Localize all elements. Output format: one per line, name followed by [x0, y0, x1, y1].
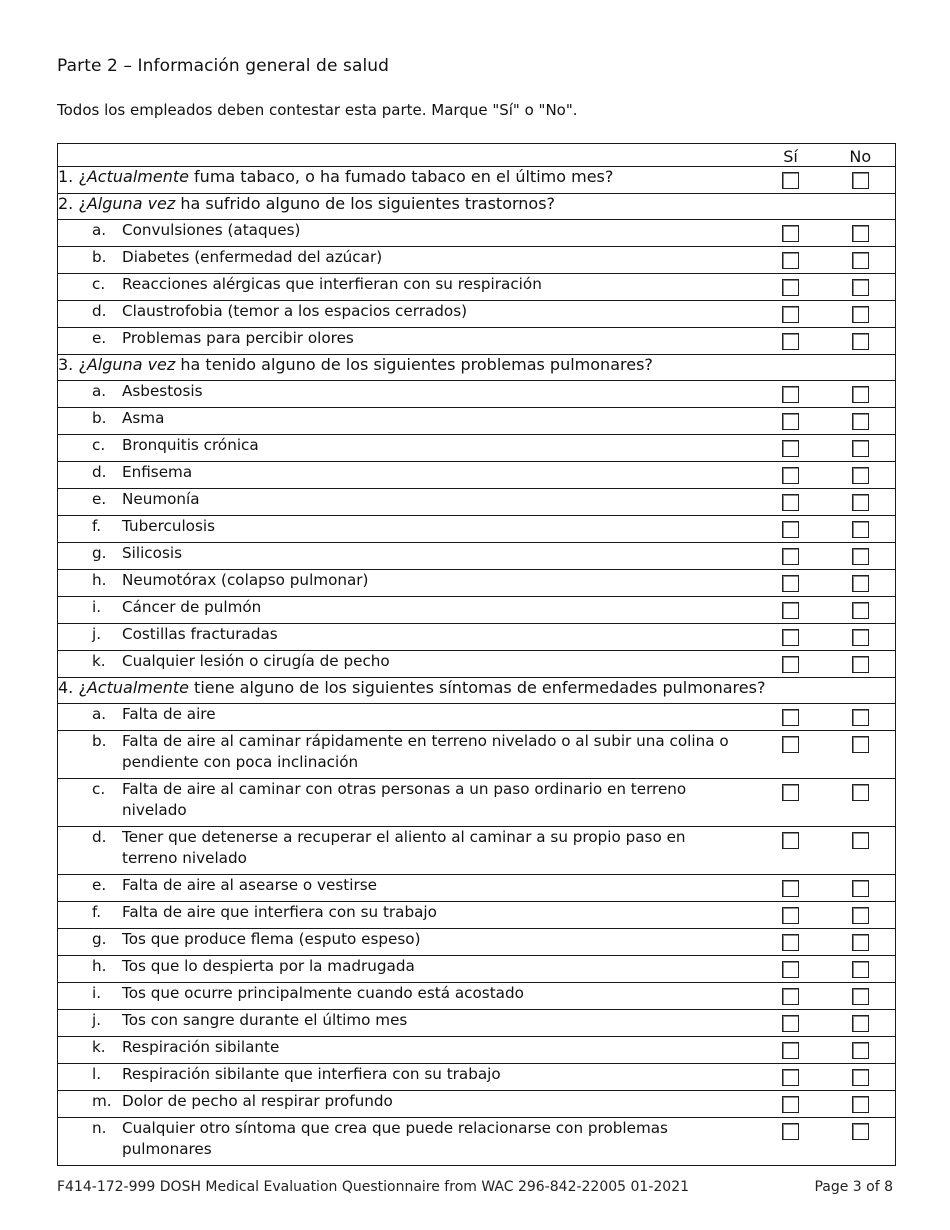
- yes-checkbox-cell: [756, 624, 826, 651]
- question-number: 2.: [58, 194, 74, 213]
- no-checkbox-cell: [826, 167, 896, 194]
- question-rest: ha sufrido alguno de los siguientes trastornos?: [175, 194, 556, 213]
- sub-question-text: Cáncer de pulmón: [122, 598, 262, 616]
- yes-checkbox[interactable]: [782, 1042, 799, 1059]
- no-checkbox-cell: [826, 902, 896, 929]
- sub-question-row: [58, 570, 896, 597]
- yes-checkbox[interactable]: [782, 494, 799, 511]
- no-checkbox-cell: [826, 1064, 896, 1091]
- sub-question-letter: b.: [92, 248, 107, 266]
- yes-checkbox[interactable]: [782, 656, 799, 673]
- no-checkbox-cell: [826, 570, 896, 597]
- sub-question-row: [58, 462, 896, 489]
- question-column-header: [58, 144, 756, 167]
- sub-question-letter: l.: [92, 1065, 102, 1083]
- sub-question-text: Neumonía: [122, 490, 200, 508]
- yes-checkbox-cell: [756, 462, 826, 489]
- question-prefix: ¿: [78, 355, 87, 374]
- page-number: Page 3 of 8: [814, 1179, 893, 1195]
- sub-question-row: [58, 875, 896, 902]
- yes-checkbox-cell: [756, 328, 826, 355]
- sub-question-cell: [58, 462, 756, 489]
- sub-question-text: Enfisema: [122, 463, 193, 481]
- sub-question-cell: [58, 247, 756, 274]
- question-text: [58, 194, 896, 220]
- yes-checkbox[interactable]: [782, 988, 799, 1005]
- question-number: 4.: [58, 678, 74, 697]
- no-checkbox[interactable]: [852, 494, 869, 511]
- question-emphasis: Actualmente: [86, 678, 189, 697]
- yes-checkbox-cell: [756, 1091, 826, 1118]
- sub-question-letter: i.: [92, 598, 102, 616]
- question-row: [58, 355, 896, 381]
- question-number: 1.: [58, 167, 74, 186]
- sub-question-letter: k.: [92, 1038, 106, 1056]
- sub-question-text: Falta de aire al caminar con otras personas a un paso ordinario en terreno nivelado: [122, 780, 687, 819]
- sub-question-row: [58, 435, 896, 462]
- sub-question-row: [58, 624, 896, 651]
- form-id: F414-172-999 DOSH Medical Evaluation Questionnaire from WAC 296-842-22005 01-2021: [57, 1179, 690, 1195]
- questionnaire-table: [57, 143, 896, 1166]
- sub-question-text: Costillas fracturadas: [122, 625, 278, 643]
- sub-question-row: [58, 220, 896, 247]
- sub-question-text: Respiración sibilante: [122, 1038, 280, 1056]
- sub-question-cell: [58, 929, 756, 956]
- question-text: [58, 167, 756, 194]
- sub-question-row: [58, 704, 896, 731]
- sub-question-row: [58, 543, 896, 570]
- sub-question-letter: d.: [92, 302, 107, 320]
- no-checkbox[interactable]: [852, 656, 869, 673]
- sub-question-cell: [58, 570, 756, 597]
- sub-question-cell: [58, 1118, 756, 1166]
- no-checkbox[interactable]: [852, 784, 869, 801]
- no-checkbox[interactable]: [852, 1015, 869, 1032]
- no-checkbox-cell: [826, 543, 896, 570]
- no-checkbox-cell: [826, 1118, 896, 1166]
- yes-checkbox-cell: [756, 1037, 826, 1064]
- question-emphasis: Actualmente: [86, 167, 189, 186]
- sub-question-letter: m.: [92, 1092, 112, 1110]
- question-prefix: ¿: [78, 678, 87, 697]
- question-text: [58, 678, 896, 704]
- no-checkbox[interactable]: [852, 832, 869, 849]
- sub-question-row: [58, 731, 896, 779]
- sub-question-cell: [58, 704, 756, 731]
- no-checkbox[interactable]: [852, 521, 869, 538]
- no-checkbox[interactable]: [852, 602, 869, 619]
- sub-question-row: [58, 956, 896, 983]
- sub-question-text: Problemas para percibir olores: [122, 329, 354, 347]
- sub-question-text: Convulsiones (ataques): [122, 221, 301, 239]
- yes-checkbox-cell: [756, 597, 826, 624]
- sub-question-text: Neumotórax (colapso pulmonar): [122, 571, 369, 589]
- sub-question-row: [58, 381, 896, 408]
- yes-checkbox[interactable]: [782, 467, 799, 484]
- sub-question-text: Dolor de pecho al respirar profundo: [122, 1092, 393, 1110]
- no-checkbox[interactable]: [852, 440, 869, 457]
- yes-checkbox[interactable]: [782, 413, 799, 430]
- sub-question-letter: b.: [92, 409, 107, 427]
- question-rest: tiene alguno de los siguientes síntomas de enfermedades pulmonares?: [188, 678, 766, 697]
- no-checkbox[interactable]: [852, 1096, 869, 1113]
- no-checkbox[interactable]: [852, 548, 869, 565]
- yes-checkbox[interactable]: [782, 306, 799, 323]
- no-checkbox[interactable]: [852, 629, 869, 646]
- no-checkbox[interactable]: [852, 709, 869, 726]
- yes-checkbox[interactable]: [782, 252, 799, 269]
- sub-question-row: [58, 489, 896, 516]
- question-row: [58, 167, 896, 194]
- no-checkbox[interactable]: [852, 575, 869, 592]
- no-checkbox[interactable]: [852, 413, 869, 430]
- yes-checkbox[interactable]: [782, 521, 799, 538]
- yes-checkbox[interactable]: [782, 386, 799, 403]
- sub-question-text: Asbestosis: [122, 382, 203, 400]
- no-checkbox-cell: [826, 956, 896, 983]
- sub-question-letter: d.: [92, 828, 107, 846]
- sub-question-cell: [58, 651, 756, 678]
- sub-question-text: Cualquier lesión o cirugía de pecho: [122, 652, 390, 670]
- sub-question-letter: e.: [92, 876, 107, 894]
- yes-checkbox-cell: [756, 543, 826, 570]
- sub-question-text: Tos con sangre durante el último mes: [122, 1011, 408, 1029]
- sub-question-text: Falta de aire al asearse o vestirse: [122, 876, 377, 894]
- yes-checkbox[interactable]: [782, 784, 799, 801]
- yes-checkbox-cell: [756, 220, 826, 247]
- sub-question-text: Respiración sibilante que interfiera con su trabajo: [122, 1065, 501, 1083]
- sub-question-row: [58, 1037, 896, 1064]
- yes-checkbox[interactable]: [782, 333, 799, 350]
- yes-checkbox-cell: [756, 983, 826, 1010]
- sub-question-text: Reacciones alérgicas que interfieran con su respiración: [122, 275, 542, 293]
- sub-question-letter: d.: [92, 463, 107, 481]
- yes-checkbox[interactable]: [782, 279, 799, 296]
- question-rest: fuma tabaco, o ha fumado tabaco en el último mes?: [188, 167, 614, 186]
- question-number: 3.: [58, 355, 74, 374]
- sub-question-text: Tos que ocurre principalmente cuando está acostado: [122, 984, 524, 1002]
- yes-checkbox-cell: [756, 956, 826, 983]
- question-row: [58, 194, 896, 220]
- yes-checkbox[interactable]: [782, 629, 799, 646]
- sub-question-cell: [58, 624, 756, 651]
- sub-question-letter: f.: [92, 903, 102, 921]
- no-checkbox[interactable]: [852, 467, 869, 484]
- sub-question-row: [58, 247, 896, 274]
- sub-question-letter: j.: [92, 625, 102, 643]
- yes-checkbox[interactable]: [782, 1069, 799, 1086]
- sub-question-cell: [58, 408, 756, 435]
- no-checkbox-cell: [826, 624, 896, 651]
- page-title: Parte 2 – Información general de salud: [57, 56, 390, 76]
- no-checkbox-cell: [826, 274, 896, 301]
- no-checkbox-cell: [826, 651, 896, 678]
- no-checkbox-cell: [826, 1037, 896, 1064]
- yes-checkbox-cell: [756, 570, 826, 597]
- no-checkbox[interactable]: [852, 306, 869, 323]
- no-checkbox-cell: [826, 731, 896, 779]
- table-header-row: [58, 144, 896, 167]
- sub-question-text: Bronquitis crónica: [122, 436, 259, 454]
- yes-checkbox-cell: [756, 779, 826, 827]
- yes-checkbox-cell: [756, 902, 826, 929]
- sub-question-letter: e.: [92, 490, 107, 508]
- sub-question-letter: c.: [92, 275, 106, 293]
- sub-question-cell: [58, 220, 756, 247]
- no-checkbox[interactable]: [852, 988, 869, 1005]
- sub-question-text: Falta de aire: [122, 705, 216, 723]
- yes-checkbox-cell: [756, 827, 826, 875]
- sub-question-row: [58, 1118, 896, 1166]
- yes-checkbox-cell: [756, 167, 826, 194]
- sub-question-letter: k.: [92, 652, 106, 670]
- sub-question-cell: [58, 1091, 756, 1118]
- yes-checkbox-cell: [756, 301, 826, 328]
- no-checkbox-cell: [826, 381, 896, 408]
- sub-question-cell: [58, 516, 756, 543]
- no-checkbox-cell: [826, 704, 896, 731]
- yes-checkbox[interactable]: [782, 961, 799, 978]
- yes-checkbox-cell: [756, 1010, 826, 1037]
- question-prefix: ¿: [78, 194, 87, 213]
- sub-question-row: [58, 651, 896, 678]
- yes-checkbox[interactable]: [782, 1096, 799, 1113]
- sub-question-cell: [58, 328, 756, 355]
- sub-question-cell: [58, 1064, 756, 1091]
- sub-question-cell: [58, 489, 756, 516]
- sub-question-letter: h.: [92, 957, 107, 975]
- yes-checkbox-cell: [756, 651, 826, 678]
- yes-checkbox[interactable]: [782, 907, 799, 924]
- sub-question-text: Falta de aire que interfiera con su trabajo: [122, 903, 437, 921]
- sub-question-row: [58, 779, 896, 827]
- no-checkbox-cell: [826, 435, 896, 462]
- no-checkbox-cell: [826, 408, 896, 435]
- sub-question-text: Cualquier otro síntoma que crea que puede relacionarse con problemas pulmonares: [122, 1119, 668, 1158]
- yes-checkbox-cell: [756, 875, 826, 902]
- no-checkbox-cell: [826, 489, 896, 516]
- sub-question-text: Falta de aire al caminar rápidamente en terreno nivelado o al subir una colina o pendiente con poca inclinación: [122, 732, 729, 771]
- sub-question-letter: a.: [92, 382, 107, 400]
- question-emphasis: Alguna vez: [86, 355, 176, 374]
- sub-question-row: [58, 1010, 896, 1037]
- sub-question-cell: [58, 435, 756, 462]
- yes-checkbox-cell: [756, 489, 826, 516]
- sub-question-letter: b.: [92, 732, 107, 750]
- sub-question-cell: [58, 543, 756, 570]
- yes-checkbox-cell: [756, 516, 826, 543]
- sub-question-letter: g.: [92, 544, 107, 562]
- yes-checkbox[interactable]: [782, 1015, 799, 1032]
- sub-question-letter: h.: [92, 571, 107, 589]
- no-checkbox-cell: [826, 597, 896, 624]
- no-checkbox[interactable]: [852, 279, 869, 296]
- no-checkbox-cell: [826, 1091, 896, 1118]
- sub-question-row: [58, 1064, 896, 1091]
- sub-question-text: Tener que detenerse a recuperar el aliento al caminar a su propio paso en terreno nivelado: [122, 828, 686, 867]
- no-checkbox[interactable]: [852, 736, 869, 753]
- no-checkbox-cell: [826, 301, 896, 328]
- sub-question-cell: [58, 779, 756, 827]
- question-text: [58, 355, 896, 381]
- yes-checkbox[interactable]: [782, 934, 799, 951]
- sub-question-row: [58, 301, 896, 328]
- yes-checkbox[interactable]: [782, 440, 799, 457]
- no-checkbox[interactable]: [852, 1042, 869, 1059]
- sub-question-letter: n.: [92, 1119, 107, 1137]
- sub-question-letter: g.: [92, 930, 107, 948]
- sub-question-letter: a.: [92, 705, 107, 723]
- no-checkbox[interactable]: [852, 386, 869, 403]
- yes-checkbox[interactable]: [782, 832, 799, 849]
- sub-question-cell: [58, 875, 756, 902]
- yes-checkbox-cell: [756, 408, 826, 435]
- sub-question-cell: [58, 301, 756, 328]
- sub-question-cell: [58, 827, 756, 875]
- yes-column-header: Sí: [783, 147, 798, 166]
- yes-checkbox[interactable]: [782, 575, 799, 592]
- no-checkbox-cell: [826, 875, 896, 902]
- sub-question-row: [58, 929, 896, 956]
- no-checkbox-cell: [826, 247, 896, 274]
- yes-checkbox-cell: [756, 247, 826, 274]
- sub-question-cell: [58, 274, 756, 301]
- sub-question-letter: j.: [92, 1011, 102, 1029]
- yes-checkbox[interactable]: [782, 880, 799, 897]
- sub-question-cell: [58, 381, 756, 408]
- no-checkbox[interactable]: [852, 172, 869, 189]
- yes-checkbox[interactable]: [782, 225, 799, 242]
- sub-question-text: Asma: [122, 409, 165, 427]
- sub-question-letter: e.: [92, 329, 107, 347]
- sub-question-row: [58, 597, 896, 624]
- question-emphasis: Alguna vez: [86, 194, 176, 213]
- no-checkbox-cell: [826, 983, 896, 1010]
- sub-question-row: [58, 1091, 896, 1118]
- yes-checkbox-cell: [756, 1064, 826, 1091]
- sub-question-text: Diabetes (enfermedad del azúcar): [122, 248, 383, 266]
- no-checkbox-cell: [826, 220, 896, 247]
- sub-question-row: [58, 902, 896, 929]
- sub-question-text: Claustrofobia (temor a los espacios cerrados): [122, 302, 468, 320]
- yes-checkbox-cell: [756, 435, 826, 462]
- sub-question-row: [58, 516, 896, 543]
- no-checkbox[interactable]: [852, 1123, 869, 1140]
- no-checkbox-cell: [826, 516, 896, 543]
- sub-question-cell: [58, 1010, 756, 1037]
- yes-checkbox-cell: [756, 929, 826, 956]
- sub-question-letter: c.: [92, 780, 106, 798]
- yes-checkbox[interactable]: [782, 709, 799, 726]
- no-checkbox[interactable]: [852, 907, 869, 924]
- yes-checkbox[interactable]: [782, 548, 799, 565]
- yes-checkbox-cell: [756, 704, 826, 731]
- no-checkbox-cell: [826, 929, 896, 956]
- no-checkbox[interactable]: [852, 961, 869, 978]
- sub-question-cell: [58, 1037, 756, 1064]
- yes-checkbox[interactable]: [782, 602, 799, 619]
- yes-checkbox[interactable]: [782, 172, 799, 189]
- sub-question-cell: [58, 983, 756, 1010]
- sub-question-cell: [58, 956, 756, 983]
- no-checkbox[interactable]: [852, 1069, 869, 1086]
- no-checkbox[interactable]: [852, 880, 869, 897]
- no-checkbox[interactable]: [852, 252, 869, 269]
- no-checkbox-cell: [826, 462, 896, 489]
- yes-checkbox-cell: [756, 381, 826, 408]
- sub-question-text: Tos que lo despierta por la madrugada: [122, 957, 415, 975]
- sub-question-row: [58, 408, 896, 435]
- no-checkbox-cell: [826, 827, 896, 875]
- no-checkbox-cell: [826, 1010, 896, 1037]
- question-rest: ha tenido alguno de los siguientes problemas pulmonares?: [175, 355, 653, 374]
- yes-checkbox-cell: [756, 1118, 826, 1166]
- sub-question-letter: f.: [92, 517, 102, 535]
- yes-checkbox[interactable]: [782, 736, 799, 753]
- yes-checkbox-cell: [756, 731, 826, 779]
- no-checkbox[interactable]: [852, 934, 869, 951]
- sub-question-text: Tuberculosis: [122, 517, 216, 535]
- instructions-text: Todos los empleados deben contestar esta parte. Marque "Sí" o "No".: [57, 101, 578, 119]
- no-checkbox[interactable]: [852, 225, 869, 242]
- sub-question-row: [58, 328, 896, 355]
- sub-question-cell: [58, 597, 756, 624]
- yes-checkbox-cell: [756, 274, 826, 301]
- sub-question-letter: a.: [92, 221, 107, 239]
- no-checkbox[interactable]: [852, 333, 869, 350]
- sub-question-cell: [58, 902, 756, 929]
- sub-question-row: [58, 274, 896, 301]
- yes-checkbox[interactable]: [782, 1123, 799, 1140]
- sub-question-letter: c.: [92, 436, 106, 454]
- no-checkbox-cell: [826, 779, 896, 827]
- no-column-header: No: [849, 147, 872, 166]
- sub-question-text: Silicosis: [122, 544, 182, 562]
- sub-question-cell: [58, 731, 756, 779]
- sub-question-row: [58, 827, 896, 875]
- sub-question-row: [58, 983, 896, 1010]
- question-prefix: ¿: [78, 167, 87, 186]
- no-checkbox-cell: [826, 328, 896, 355]
- question-row: [58, 678, 896, 704]
- sub-question-letter: i.: [92, 984, 102, 1002]
- sub-question-text: Tos que produce flema (esputo espeso): [122, 930, 421, 948]
